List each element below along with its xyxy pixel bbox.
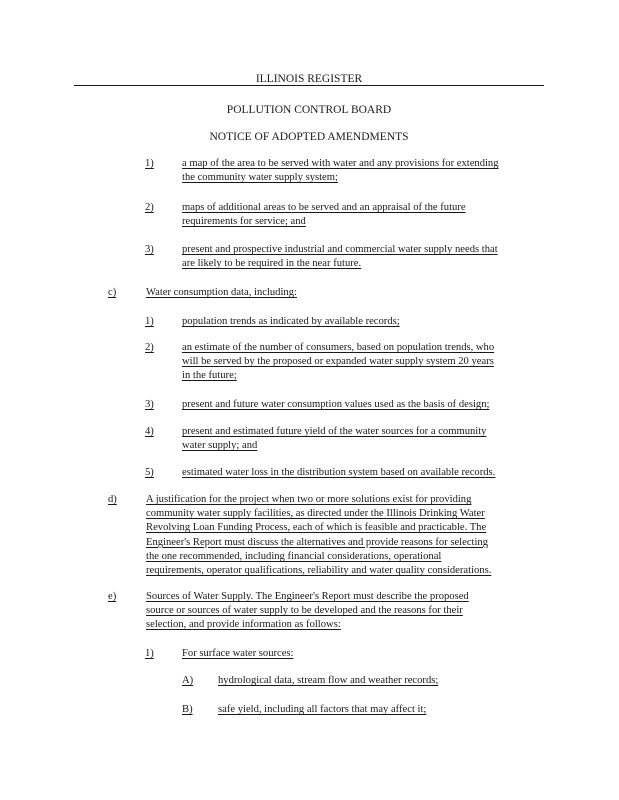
section-text: A justification for the project when two or more solutions exist for providing community water supply facilities, as directed under the Illinois Drinking Water Revolving Loan Funding Process, each of which is feasible and practicable. The Engineer's Report must discuss the alternatives and provide reasons for selecting the one recommended, including financial considerations, operational requirements, operator qualifications, reliability and water quality considerations. — [146, 494, 492, 577]
item-label: 5) — [145, 467, 154, 478]
item-label: 4) — [145, 426, 154, 437]
item-label: A) — [182, 675, 194, 686]
item-label: 1) — [145, 648, 154, 659]
item-label: 3) — [145, 399, 154, 410]
item-label: B) — [182, 704, 193, 715]
item-label: 1) — [145, 158, 154, 169]
register-title: ILLINOIS REGISTER — [255, 73, 363, 85]
item-text: For surface water sources: — [182, 648, 294, 659]
item-label: 3) — [145, 244, 154, 255]
section-label: e) — [108, 591, 117, 602]
item-text: estimated water loss in the distribution system based on available records. — [182, 467, 496, 478]
item-label: 1) — [145, 316, 154, 327]
item-text: hydrological data, stream flow and weather records; — [218, 675, 439, 686]
item-label: 2) — [145, 202, 154, 213]
item-label: 2) — [145, 342, 154, 353]
item-text: an estimate of the number of consumers, based on population trends, who will be served by the proposed or expanded water supply system 20 years in the future; — [182, 342, 495, 382]
notice-title: NOTICE OF ADOPTED AMENDMENTS — [209, 131, 409, 143]
item-text: population trends as indicated by available records; — [182, 316, 400, 327]
section-text: Water consumption data, including: — [146, 287, 297, 298]
item-text: safe yield, including all factors that may affect it; — [218, 704, 427, 715]
item-text: maps of additional areas to be served and an appraisal of the future requirements for service; and — [182, 202, 466, 228]
board-title: POLLUTION CONTROL BOARD — [226, 104, 392, 116]
item-text: present and prospective industrial and commercial water supply needs that are likely to be required in the near future. — [182, 244, 498, 270]
item-text: present and future water consumption values used as the basis of design; — [182, 399, 490, 410]
item-text: present and estimated future yield of the water sources for a community water supply; and — [182, 426, 487, 452]
section-label: c) — [108, 287, 117, 298]
section-label: d) — [108, 494, 117, 505]
header-divider — [74, 85, 544, 86]
section-text: Sources of Water Supply. The Engineer's Report must describe the proposed source or sources of water supply to be developed and the reasons for their selection, and provide information as follows: — [146, 591, 469, 631]
item-text: a map of the area to be served with water and any provisions for extending the community water supply system; — [182, 158, 499, 184]
